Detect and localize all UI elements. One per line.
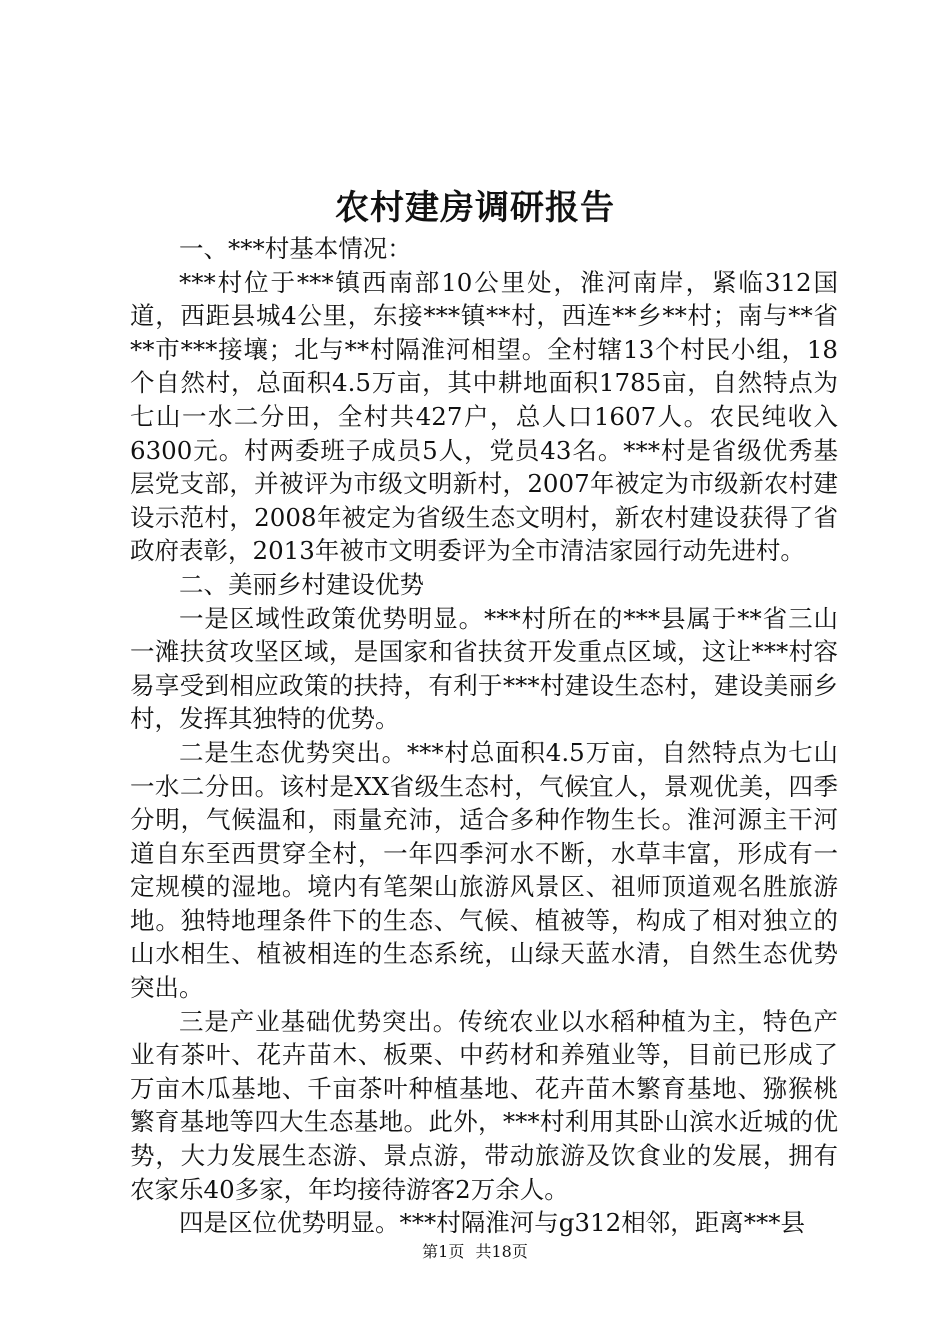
- paragraph-policy-advantage: 一是区域性政策优势明显。***村所在的***县属于**省三山一滩扶贫攻坚区域，是国家和省扶贫开发重点区域，这让***村容易享受到相应政策的扶持，有利于***村建设生态村，建设美丽乡村，发挥其独特的优势。: [130, 603, 838, 734]
- paragraph-location-advantage: 四是区位优势明显。***村隔淮河与g312相邻，距离***县: [179, 1208, 805, 1238]
- paragraph-ecology-advantage: 二是生态优势突出。***村总面积4.5万亩，自然特点为七山一水二分田。该村是XX省级生态村，气候宜人，景观优美，四季分明，气候温和，雨量充沛，适合多种作物生长。淮河源主干河道自东至西贯穿全村，一年四季河水不断，水草丰富，形成有一定规模的湿地。境内有笔架山旅游风景区、祖师顶道观名胜旅游地。独特地理条件下的生态、气候、植被等，构成了相对独立的山水相生、植被相连的生态系统，山绿天蓝水清，自然生态优势突出。: [130, 737, 838, 1003]
- page-total: 共18页: [475, 1242, 528, 1261]
- page-number: 第1页: [422, 1242, 465, 1261]
- page-footer: [0, 1240, 950, 1264]
- section-heading-1: 一、***村基本情况：: [179, 234, 412, 263]
- document-body: [130, 232, 838, 1240]
- paragraph-industry-advantage: 三是产业基础优势突出。传统农业以水稻种植为主，特色产业有茶叶、花卉苗木、板栗、中药材和养殖业等，目前已形成了万亩木瓜基地、千亩茶叶种植基地、花卉苗木繁育基地、猕猴桃繁育基地等四大生态基地。此外，***村利用其卧山滨水近城的优势，大力发展生态游、景点游，带动旅游及饮食业的发展，拥有农家乐40多家，年均接待游客2万余人。: [130, 1006, 838, 1204]
- paragraph-village-overview: ***村位于***镇西南部10公里处，淮河南岸，紧临312国道，西距县城4公里，东接***镇**村，西连**乡**村；南与**省**市***接壤；北与**村隔淮河相望。全村辖13个村民小组，18个自然村，总面积4.5万亩，其中耕地面积1785亩，自然特点为七山一水二分田，全村共427户，总人口1607人。农民纯收入6300元。村两委班子成员5人，党员43名。***村是省级优秀基层党支部，并被评为市级文明新村，2007年被定为市级新农村建设示范村，2008年被定为省级生态文明村，新农村建设获得了省政府表彰，2013年被市文明委评为全市清洁家园行动先进村。: [130, 267, 838, 566]
- section-heading-2: 二、美丽乡村建设优势: [179, 569, 424, 599]
- document-title: 农村建房调研报告: [335, 188, 615, 228]
